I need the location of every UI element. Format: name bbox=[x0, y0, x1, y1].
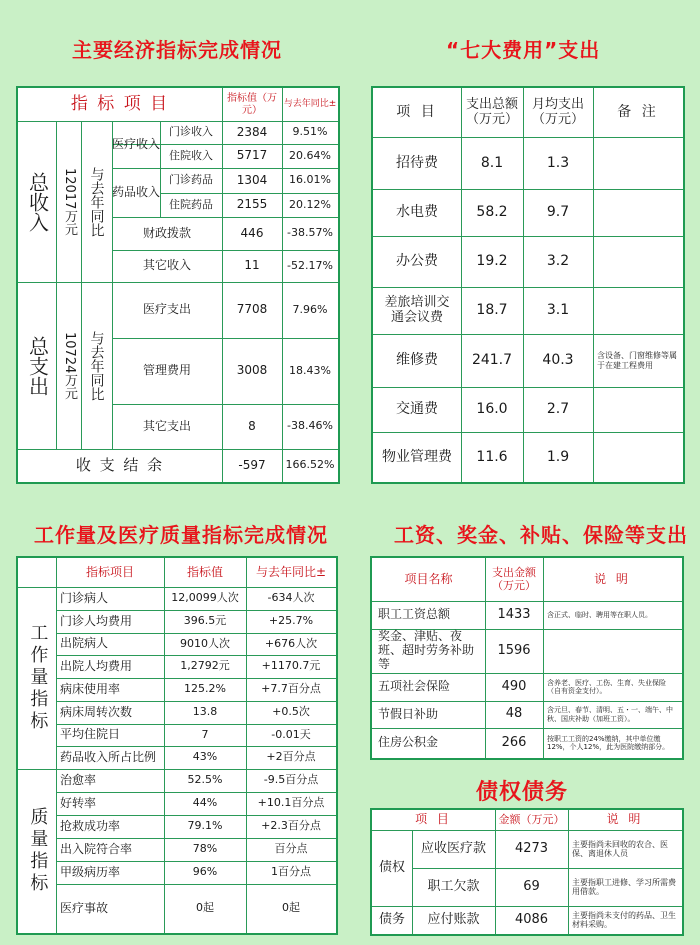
balance-value: -597 bbox=[238, 457, 266, 472]
workload-row-yoy: +25.7% bbox=[268, 614, 314, 628]
wages-row-note: 含元旦、春节、清明、五・一、端午、中秋、国庆补助（加班工资）。 bbox=[547, 706, 673, 723]
wages-row-item: 奖金、津贴、夜班、超时劳务补助等 bbox=[378, 629, 475, 671]
workload-row-yoy: +7.7百分点 bbox=[261, 682, 321, 696]
workload-row-value: 52.5% bbox=[187, 773, 223, 787]
economic-row-yoy: -52.17% bbox=[287, 258, 333, 272]
workload-row-value: 96% bbox=[192, 865, 218, 879]
workload-row-item: 抢救成功率 bbox=[60, 818, 121, 833]
economic-row-yoy: 20.12% bbox=[289, 197, 331, 211]
seven-row-monthly: 9.7 bbox=[546, 204, 570, 221]
wages-row-amount: 1596 bbox=[497, 642, 531, 658]
medical-income-label: 医疗收入 bbox=[112, 136, 160, 151]
economic-table bbox=[16, 86, 340, 484]
economic-row-label: 其它收入 bbox=[142, 258, 191, 273]
workload-row-item: 门诊病人 bbox=[60, 590, 109, 605]
economic-row-value: 2155 bbox=[236, 197, 268, 212]
workload-row-value: 1,2792元 bbox=[180, 659, 230, 673]
wages-row-amount: 48 bbox=[505, 706, 523, 722]
workload-header-item: 指标项目 bbox=[85, 564, 134, 579]
seven-row-total: 11.6 bbox=[476, 448, 508, 465]
workload-row-item: 好转率 bbox=[60, 795, 97, 810]
workload-row-yoy: +2百分点 bbox=[266, 750, 316, 764]
workload-row-item: 医疗事故 bbox=[60, 900, 109, 915]
workload-header-value: 指标值 bbox=[186, 564, 223, 579]
seven-row-total: 19.2 bbox=[476, 253, 508, 270]
workload-header-yoy: 与去年同比± bbox=[255, 564, 327, 579]
economic-row-value: 3008 bbox=[236, 363, 268, 378]
workload-row-item: 平均住院日 bbox=[60, 727, 121, 742]
expense-group-text: 总支出 bbox=[25, 335, 50, 396]
debt-row-note: 主要指尚未回收的农合、医保、离退休人员 bbox=[572, 839, 668, 858]
economic-row-yoy: 20.64% bbox=[289, 148, 331, 162]
seven-row-total: 18.7 bbox=[476, 302, 508, 319]
debt-table bbox=[370, 808, 684, 936]
economic-header-yoy: 与去年同比± bbox=[283, 99, 337, 110]
economic-header-item: 指 标 项 目 bbox=[70, 93, 170, 114]
wages-header-item: 项目名称 bbox=[404, 571, 453, 586]
wages-row-item: 职工工资总额 bbox=[378, 607, 451, 622]
economic-row-value: 7708 bbox=[236, 302, 268, 317]
economic-row-value: 11 bbox=[244, 258, 260, 273]
seven-row-total: 8.1 bbox=[480, 154, 504, 171]
workload-row-yoy: 1百分点 bbox=[271, 865, 311, 879]
workload-group-text: 工作量指标 bbox=[27, 623, 49, 733]
expense-total bbox=[56, 282, 81, 449]
economic-row-yoy: 18.43% bbox=[289, 363, 331, 377]
expense-group-label bbox=[18, 282, 56, 449]
credit-label: 债权 bbox=[378, 859, 405, 875]
workload-row-item: 病床周转次数 bbox=[60, 704, 133, 719]
seven-row-note: 含设备、门窗维修等属于在建工程费用 bbox=[597, 351, 677, 370]
wages-row-note: 含养老、医疗、工伤、生育、失业保险（自有资金支付）。 bbox=[547, 678, 666, 695]
economic-row-label: 门诊收入 bbox=[169, 125, 213, 139]
workload-row-value: 43% bbox=[192, 750, 218, 764]
debt-label: 债务 bbox=[378, 911, 405, 927]
economic-row-label: 管理费用 bbox=[142, 363, 191, 378]
economic-row-yoy: 7.96% bbox=[292, 302, 328, 316]
economic-row-label: 财政拨款 bbox=[142, 225, 191, 240]
seven-row-item: 招待费 bbox=[396, 154, 438, 171]
title-debt: 债权债务 bbox=[476, 780, 569, 805]
economic-row-value: 8 bbox=[248, 418, 256, 433]
workload-row-value: 396.5元 bbox=[183, 614, 227, 628]
workload-row-yoy: +2.3百分点 bbox=[261, 819, 321, 833]
expense-compare bbox=[81, 282, 112, 449]
economic-row-value: 2384 bbox=[236, 124, 268, 139]
workload-table bbox=[16, 556, 338, 935]
economic-row-label: 住院药品 bbox=[169, 197, 213, 211]
wages-row-amount: 490 bbox=[501, 678, 527, 694]
wages-row-item: 住房公积金 bbox=[378, 735, 439, 750]
workload-row-item: 治愈率 bbox=[60, 772, 97, 787]
income-compare bbox=[81, 121, 112, 282]
income-group-label bbox=[18, 121, 56, 282]
balance-label: 收 支 结 余 bbox=[75, 455, 165, 474]
seven-expenses-table bbox=[371, 86, 685, 484]
workload-row-value: 0起 bbox=[196, 901, 214, 915]
seven-row-item: 办公费 bbox=[396, 253, 438, 270]
workload-row-yoy: -9.5百分点 bbox=[263, 773, 319, 787]
workload-row-yoy: +676人次 bbox=[264, 636, 318, 650]
workload-row-yoy: +1170.7元 bbox=[261, 659, 321, 673]
wages-row-note: 按职工工资的24%缴纳，其中单位缴12%，个人12%，此为医院缴纳部分。 bbox=[547, 734, 670, 751]
workload-row-item: 甲级病历率 bbox=[60, 864, 121, 879]
seven-row-item: 维修费 bbox=[396, 352, 438, 369]
workload-row-yoy: 百分点 bbox=[274, 842, 308, 856]
seven-row-item: 水电费 bbox=[396, 204, 438, 221]
workload-row-item: 病床使用率 bbox=[60, 681, 121, 696]
title-seven-expenses: “七大费用”支出 bbox=[446, 38, 601, 62]
wages-row-amount: 1433 bbox=[497, 606, 531, 622]
wages-table bbox=[370, 556, 684, 760]
wages-row-note: 含正式、临时、聘用等在职人员。 bbox=[547, 610, 652, 619]
seven-row-total: 58.2 bbox=[476, 204, 508, 221]
workload-row-value: 13.8 bbox=[192, 705, 218, 719]
workload-row-yoy: 0起 bbox=[282, 901, 300, 915]
seven-row-monthly: 2.7 bbox=[546, 401, 570, 418]
seven-header-item: 项 目 bbox=[396, 104, 438, 121]
economic-row-value: 1304 bbox=[236, 172, 268, 187]
economic-header-value: 指标值（万元） bbox=[227, 93, 277, 116]
debt-header-item: 项 目 bbox=[415, 812, 452, 827]
seven-header-monthly: 月均支出（万元） bbox=[531, 96, 584, 127]
debt-row-note: 主要指尚未支付的药品、卫生材料采购。 bbox=[572, 910, 676, 929]
debt-header-amount: 金额（万元） bbox=[498, 812, 565, 826]
balance-yoy: 166.52% bbox=[285, 458, 335, 472]
title-economic: 主要经济指标完成情况 bbox=[72, 38, 282, 62]
income-group-text: 总收入 bbox=[25, 171, 50, 232]
income-total-text: 12017万元 bbox=[61, 167, 77, 236]
workload-row-yoy: -0.01天 bbox=[271, 727, 311, 741]
drug-income-label: 药品收入 bbox=[112, 184, 160, 199]
debt-header-note: 说 明 bbox=[606, 812, 644, 827]
seven-row-monthly: 3.1 bbox=[546, 302, 570, 319]
economic-row-yoy: -38.46% bbox=[287, 419, 333, 433]
economic-row-yoy: 9.51% bbox=[292, 125, 328, 139]
debt-row-amount: 4273 bbox=[514, 840, 549, 856]
workload-row-item: 出入院符合率 bbox=[60, 841, 133, 856]
seven-header-total: 支出总额（万元） bbox=[465, 96, 518, 127]
seven-row-total: 241.7 bbox=[471, 352, 513, 369]
wages-header-note: 说 明 bbox=[594, 571, 631, 586]
seven-row-total: 16.0 bbox=[476, 401, 508, 418]
workload-row-value: 78% bbox=[192, 842, 218, 856]
economic-row-label: 住院收入 bbox=[169, 148, 213, 162]
title-workload-quality: 工作量及医疗质量指标完成情况 bbox=[34, 523, 328, 547]
economic-row-yoy: 16.01% bbox=[289, 173, 331, 187]
workload-row-value: 44% bbox=[192, 796, 218, 810]
debt-row-amount: 4086 bbox=[514, 911, 549, 927]
seven-row-monthly: 1.3 bbox=[546, 154, 570, 171]
workload-row-yoy: +0.5次 bbox=[272, 705, 310, 719]
economic-row-label: 其它支出 bbox=[142, 418, 191, 433]
expense-compare-text: 与去年同比 bbox=[88, 330, 105, 401]
income-total bbox=[56, 121, 81, 282]
seven-header-note: 备 注 bbox=[617, 104, 659, 121]
economic-row-label: 医疗支出 bbox=[142, 302, 191, 317]
debt-row-note: 主要指职工进修、学习所需费用借款。 bbox=[572, 877, 676, 896]
wages-row-item: 节假日补助 bbox=[378, 706, 439, 721]
seven-row-monthly: 3.2 bbox=[546, 253, 570, 270]
workload-row-value: 9010人次 bbox=[180, 636, 230, 650]
debt-row-amount: 69 bbox=[523, 878, 540, 894]
seven-row-item: 差旅培训交通会议费 bbox=[384, 294, 450, 325]
expense-total-text: 10724万元 bbox=[61, 331, 77, 400]
workload-row-value: 79.1% bbox=[187, 819, 223, 833]
workload-row-item: 出院病人 bbox=[60, 636, 109, 651]
workload-row-item: 出院人均费用 bbox=[60, 658, 133, 673]
income-compare-text: 与去年同比 bbox=[88, 166, 105, 237]
quality-group-text: 质量指标 bbox=[27, 807, 49, 895]
economic-row-yoy: -38.57% bbox=[287, 226, 333, 240]
workload-row-value: 125.2% bbox=[184, 682, 226, 696]
workload-group-label bbox=[18, 587, 56, 769]
workload-row-item: 门诊人均费用 bbox=[60, 613, 133, 628]
debt-row-item: 应付账款 bbox=[427, 911, 480, 927]
workload-row-value: 12,0099人次 bbox=[171, 591, 239, 605]
workload-row-yoy: -634人次 bbox=[267, 591, 315, 605]
debt-row-item: 职工欠款 bbox=[427, 878, 480, 894]
workload-row-item: 药品收入所占比例 bbox=[60, 749, 157, 764]
seven-row-monthly: 40.3 bbox=[542, 352, 574, 369]
workload-row-yoy: +10.1百分点 bbox=[257, 796, 325, 810]
economic-row-value: 446 bbox=[240, 225, 264, 240]
wages-row-item: 五项社会保险 bbox=[378, 679, 451, 694]
quality-group-label bbox=[18, 769, 56, 933]
seven-row-monthly: 1.9 bbox=[546, 448, 570, 465]
economic-row-label: 门诊药品 bbox=[169, 173, 213, 187]
debt-row-item: 应收医疗款 bbox=[420, 840, 486, 856]
economic-row-value: 5717 bbox=[236, 148, 268, 163]
seven-row-item: 物业管理费 bbox=[382, 448, 452, 465]
workload-row-value: 7 bbox=[201, 727, 209, 741]
title-wages: 工资、奖金、补贴、保险等支出 bbox=[394, 523, 688, 547]
wages-header-amount: 支出金额（万元） bbox=[492, 565, 536, 592]
seven-row-item: 交通费 bbox=[396, 401, 438, 418]
wages-row-amount: 266 bbox=[501, 734, 527, 750]
